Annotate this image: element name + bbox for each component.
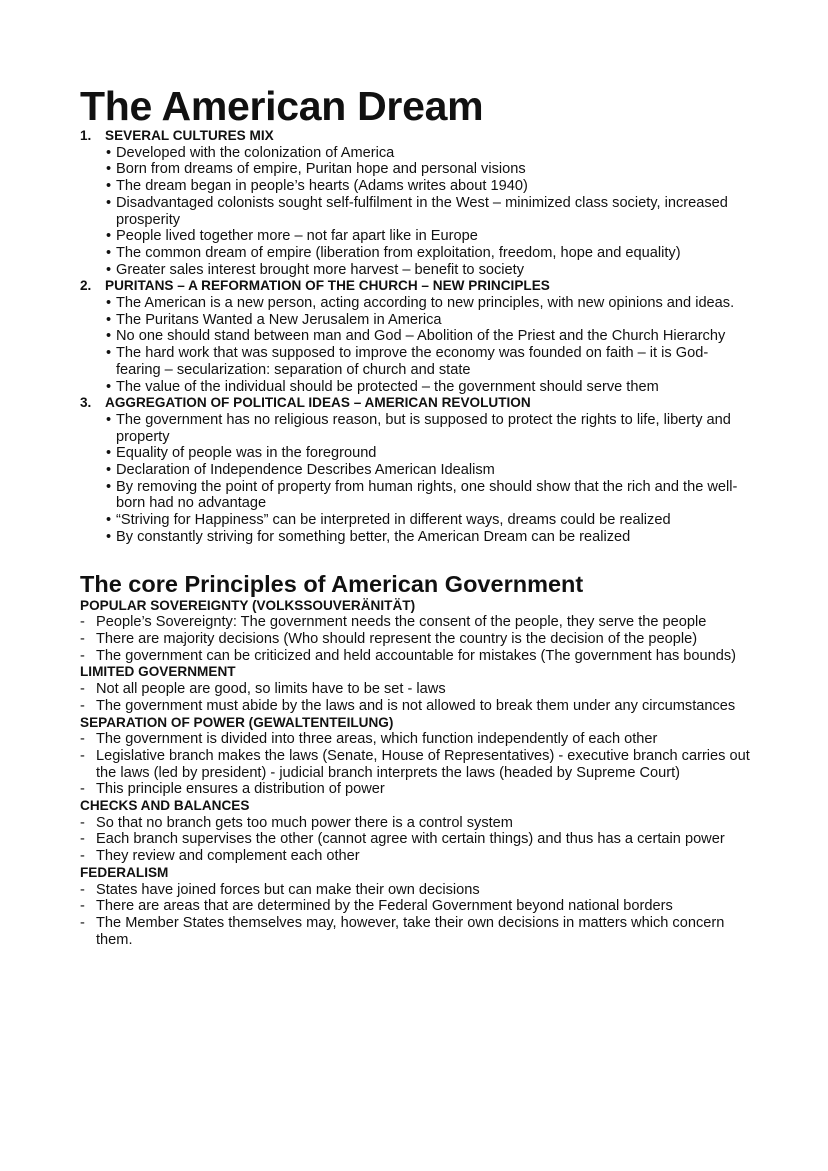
list-item (80, 831, 750, 848)
list-item-text: There are areas that are determined by the Federal Government beyond national borders (96, 898, 673, 915)
section-heading (80, 278, 750, 295)
list-item (80, 748, 750, 781)
dash-list (80, 815, 750, 865)
bullet-icon: • (106, 328, 112, 345)
list-item (80, 648, 750, 665)
principle-heading: POPULAR SOVEREIGNTY (VOLKSSOUVERÄNITÄT) (80, 597, 416, 613)
list-item-text: “Striving for Happiness” can be interpreted in different ways, dreams could be realized (116, 512, 671, 529)
list-item (80, 898, 750, 915)
list-item (80, 915, 750, 948)
list-item-text: Each branch supervises the other (cannot agree with certain things) and thus has a certain power (96, 831, 725, 848)
list-item-text: The value of the individual should be protected – the government should serve them (116, 378, 659, 395)
bullet-icon: • (106, 244, 112, 261)
dash-icon: - (80, 831, 85, 848)
list-item (80, 312, 750, 329)
dash-icon: - (80, 681, 85, 698)
principle-heading: SEPARATION OF POWER (GEWALTENTEILUNG) (80, 714, 394, 730)
section-heading-text: SEVERAL CULTURES MIX (105, 128, 274, 143)
bullet-icon: • (106, 144, 112, 161)
bullet-icon: • (106, 311, 112, 328)
bullet-list (80, 145, 750, 279)
section-heading-text: AGGREGATION OF POLITICAL IDEAS – AMERICAN REVOLUTION (105, 395, 531, 411)
list-item (80, 614, 750, 631)
list-item (80, 262, 750, 279)
bullet-icon: • (106, 161, 112, 178)
list-item (80, 731, 750, 748)
list-item-text: This principle ensures a distribution of power (96, 781, 385, 798)
list-item (80, 479, 750, 512)
list-item-text: No one should stand between man and God – Abolition of the Priest and the Church Hierarchy (116, 328, 726, 345)
bullet-icon: • (106, 194, 112, 211)
dash-icon: - (80, 697, 85, 714)
list-item-text: The common dream of empire (liberation from exploitation, freedom, hope and equality) (116, 244, 681, 261)
list-item (80, 631, 750, 648)
list-item (80, 848, 750, 865)
list-item-text: The dream began in people’s hearts (Adams writes about 1940) (116, 178, 528, 195)
list-item-text: They review and complement each other (96, 848, 360, 865)
dash-icon: - (80, 781, 85, 798)
document (80, 84, 750, 948)
dash-icon: - (80, 881, 85, 898)
list-item-text: Declaration of Independence Describes American Idealism (116, 462, 495, 479)
bullet-icon: • (106, 295, 112, 312)
section-number: 2. (80, 278, 92, 294)
document-title: The American Dream (80, 83, 484, 129)
list-item-text: The hard work that was supposed to improve the economy was founded on faith – it is God-fearing – secularization: separation of church and state (116, 345, 709, 378)
list-item-text: The Member States themselves may, however, take their own decisions in matters which concern them. (96, 914, 725, 948)
list-item (80, 882, 750, 899)
bullet-icon: • (106, 528, 112, 545)
dash-icon: - (80, 848, 85, 865)
list-item-text: People lived together more – not far apart like in Europe (116, 228, 478, 245)
dash-icon: - (80, 731, 85, 748)
list-item (80, 815, 750, 832)
bullet-icon: • (106, 411, 112, 428)
list-item (80, 345, 750, 378)
list-item (80, 245, 750, 262)
list-item-text: The government has no religious reason, but is supposed to protect the rights to life, liberty and property (116, 411, 731, 445)
list-item-text: States have joined forces but can make their own decisions (96, 881, 480, 898)
list-item (80, 529, 750, 546)
dash-list (80, 882, 750, 949)
list-item (80, 512, 750, 529)
dash-icon: - (80, 647, 85, 664)
american-dream-sections (80, 128, 750, 546)
bullet-icon: • (106, 228, 112, 245)
principles-list (80, 598, 750, 949)
list-item-text: Legislative branch makes the laws (Senate, House of Representatives) - executive branch carries out the laws (led by president) - judicial branch interprets the laws (headed by Supreme Court) (96, 747, 750, 781)
list-item (80, 445, 750, 462)
bullet-list (80, 295, 750, 395)
list-item-text: By constantly striving for something better, the American Dream can be realized (116, 528, 631, 545)
dash-list (80, 681, 750, 714)
bullet-icon: • (106, 378, 112, 395)
principle-heading: LIMITED GOVERNMENT (80, 664, 236, 680)
section-heading (80, 395, 750, 412)
list-item (80, 295, 750, 312)
list-item-text: The Puritans Wanted a New Jerusalem in America (116, 311, 442, 328)
dash-icon: - (80, 814, 85, 831)
list-item (80, 681, 750, 698)
list-item-text: Disadvantaged colonists sought self-fulfilment in the West – minimized class society, increased prosperity (116, 194, 728, 228)
dash-icon: - (80, 898, 85, 915)
list-item (80, 178, 750, 195)
section-title-core-principles: The core Principles of American Government (80, 570, 584, 597)
list-item-text: People’s Sovereignty: The government needs the consent of the people, they serve the people (96, 614, 707, 631)
list-item-text: The government is divided into three areas, which function independently of each other (96, 731, 658, 748)
list-item-text: Not all people are good, so limits have to be set - laws (96, 681, 446, 698)
dash-icon: - (80, 914, 85, 931)
list-item-text: By removing the point of property from human rights, one should show that the rich and the well-born had no advantage (116, 478, 738, 512)
bullet-icon: • (106, 345, 112, 362)
list-item (80, 462, 750, 479)
dash-icon: - (80, 747, 85, 764)
bullet-icon: • (106, 261, 112, 278)
list-item-text: Equality of people was in the foreground (116, 445, 377, 462)
list-item (80, 781, 750, 798)
list-item-text: The American is a new person, acting according to new principles, with new opinions and ideas. (116, 295, 735, 312)
section-heading-text: PURITANS – A REFORMATION OF THE CHURCH – NEW PRINCIPLES (105, 278, 550, 294)
bullet-icon: • (106, 512, 112, 529)
dash-list (80, 614, 750, 664)
list-item (80, 195, 750, 228)
dash-icon: - (80, 614, 85, 631)
list-item (80, 161, 750, 178)
list-item-text: The government must abide by the laws and is not allowed to break them under any circumstances (96, 697, 736, 714)
list-item (80, 412, 750, 445)
principle-heading: CHECKS AND BALANCES (80, 798, 250, 814)
bullet-icon: • (106, 462, 112, 479)
list-item-text: The government can be criticized and held accountable for mistakes (The government has bounds) (96, 647, 737, 664)
list-item (80, 328, 750, 345)
list-item (80, 228, 750, 245)
dash-list (80, 731, 750, 798)
section-number: 3. (80, 395, 92, 411)
bullet-list (80, 412, 750, 546)
list-item-text: Greater sales interest brought more harvest – benefit to society (116, 261, 525, 278)
list-item (80, 698, 750, 715)
dash-icon: - (80, 630, 85, 647)
bullet-icon: • (106, 178, 112, 195)
principle-heading: FEDERALISM (80, 864, 169, 880)
list-item-text: Developed with the colonization of America (116, 144, 395, 161)
list-item (80, 379, 750, 396)
list-item-text: So that no branch gets too much power there is a control system (96, 814, 513, 831)
bullet-icon: • (106, 478, 112, 495)
list-item-text: Born from dreams of empire, Puritan hope and personal visions (116, 161, 526, 178)
section-number: 1. (80, 128, 92, 143)
bullet-icon: • (106, 445, 112, 462)
section-heading (80, 128, 750, 145)
list-item-text: There are majority decisions (Who should represent the country is the decision of the people) (96, 630, 698, 647)
list-item (80, 145, 750, 162)
